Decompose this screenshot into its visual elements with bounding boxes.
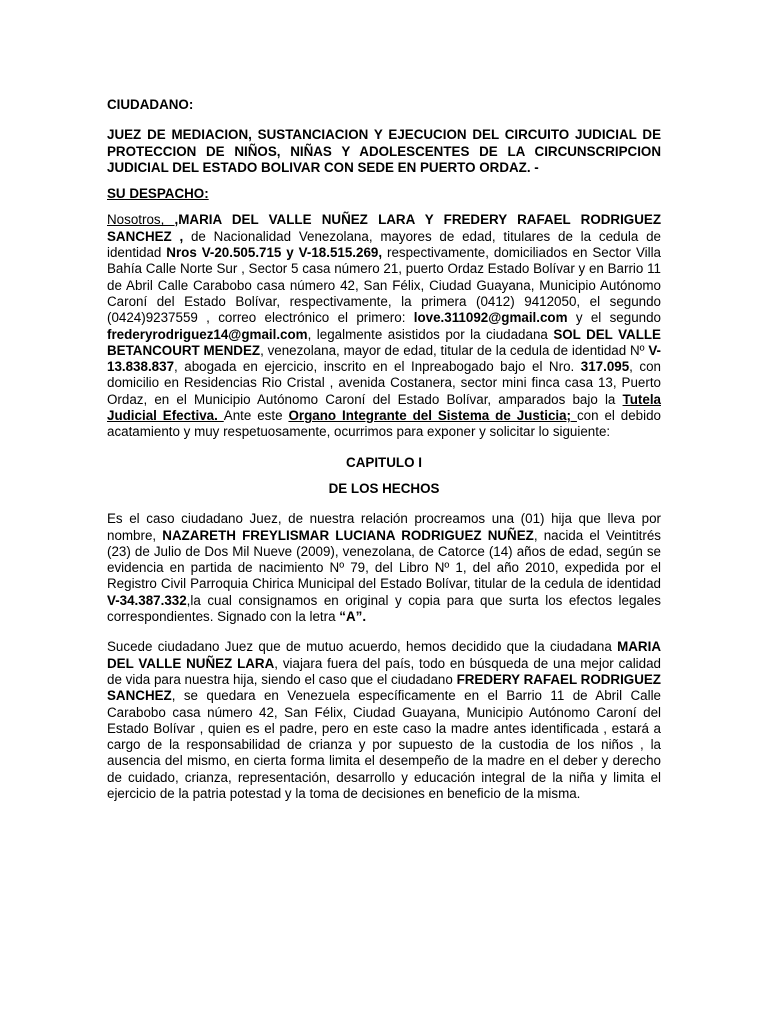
intro-text: , abogada en ejercicio, inscrito en el Inpreabogado bajo el Nro.	[174, 359, 581, 375]
intro-email-first: love.311092@gmail.com	[413, 310, 568, 326]
facts2-text: , se quedara en Venezuela específicamente en el Barrio 11 de Abril Calle Carabobo casa número 42, San Félix, Ciudad Guayana, Municipio Autónomo Caroní del Estado Bolívar , quien es el padre, pero en este caso la madre antes identificada , estará a cargo de la responsabilidad de crianza y por supuesto de la custodia de los niños , la ausencia del mismo, en cierta forma limita el desempeño de la madre en el deber y derecho de cuidado, crianza, representación, desarrollo y educación integral de la niña y limita el ejercicio de la patria potestad y la toma de decisiones en beneficio de la misma.	[107, 688, 661, 801]
facts1-child-name: NAZARETH FREYLISMAR LUCIANA RODRIGUEZ NUÑEZ	[162, 527, 534, 543]
court-heading: JUEZ DE MEDIACION, SUSTANCIACION Y EJECUCION DEL CIRCUITO JUDICIAL DE PROTECCION DE NIÑOS, NIÑAS Y ADOLESCENTES DE LA CIRCUNSCRIPCION JUDICIAL DEL ESTADO BOLIVAR CON SEDE EN PUERTO ORDAZ. -	[107, 127, 661, 175]
intro-text: de Nacionalidad Venezolana, mayores de edad, titulares de la cedula de identidad	[107, 228, 661, 261]
facts2-mother-name: MARIA DEL VALLE NUÑEZ LARA	[107, 639, 661, 671]
facts1-text: , nacida el Veintitrés (23) de Julio de Dos Mil Nueve (2009), venezolana, de Catorce (14) años de edad, según se evidencia en partida de nacimiento Nº 79, del Libro Nº 1, del año 2010, expedida por el Registro Civil Parroquia Chirica Municipal del Estado Bolívar, titular de la cedula de identidad	[107, 527, 662, 592]
intro-inpreabogado-number: 317.095	[580, 359, 630, 375]
intro-id-numbers: Nros V-20.505.715 y V-18.515.269,	[166, 245, 383, 261]
intro-petitioners-names: ,MARIA DEL VALLE NUÑEZ LARA Y FREDERY RAFAEL RODRIGUEZ SANCHEZ ,	[107, 212, 661, 244]
intro-paragraph	[107, 212, 661, 440]
facts-paragraph-2	[107, 639, 661, 802]
intro-text: , legalmente asistidos por la ciudadana	[307, 326, 554, 342]
intro-text: , con domicilio en Residencias Rio Cristal , avenida Costanera, sector mini finca casa 13, Puerto Ordaz, en el Municipio Autónomo Caroní del Estado Bolívar, amparados bajo la	[107, 359, 662, 407]
facts1-text: Es el caso ciudadano Juez, de nuestra relación procreamos una (01) hija que lleva por nombre,	[107, 511, 661, 543]
facts2-father-name: FREDERY RAFAEL RODRIGUEZ SANCHEZ	[107, 671, 661, 704]
intro-text: con el debido acatamiento y muy respetuosamente, ocurrimos para exponer y solicitar lo siguiente:	[107, 408, 661, 440]
facts-paragraph-1	[107, 511, 661, 625]
intro-nosotros: Nosotros,	[107, 212, 175, 228]
intro-text: respectivamente, domiciliados en Sector Villa Bahía Calle Norte Sur , Sector 5 casa número 21, puerto Ordaz Estado Bolívar y en Barrio 11 de Abril Calle Carabobo casa número 42, San Félix, Ciudad Guayana, Municipio Autónomo Caroní del Estado Bolívar, respectivamente, la primera (0412) 9412050, el segundo (0424)9237559 , correo electrónico el primero:	[107, 245, 661, 326]
facts1-text: ,la cual consignamos en original y copia para que surta los efectos legales correspondientes. Signado con la letra	[107, 592, 661, 625]
intro-text: , venezolana, mayor de edad, titular de la cedula de identidad Nº	[260, 342, 649, 358]
facts1-child-id: V-34.387.332	[107, 592, 187, 608]
despacho-heading: SU DESPACHO:	[107, 186, 209, 202]
intro-tutela-judicial: Tutela Judicial Efectiva.	[107, 391, 661, 424]
document-page	[107, 97, 661, 802]
intro-lawyer-id: V-13.838.837	[107, 342, 661, 375]
intro-lawyer-name: SOL DEL VALLE BETANCOURT MENDEZ	[107, 326, 661, 358]
facts2-text: , viajara fuera del país, todo en búsqueda de una mejor calidad de vida para nuestra hija, siendo el caso que el ciudadano	[107, 655, 661, 687]
facts1-annex-letter: “A”.	[339, 609, 367, 625]
intro-email-second: frederyrodriguez14@gmail.com	[107, 326, 308, 342]
chapter-title: CAPITULO I	[346, 454, 422, 470]
intro-text: y el segundo	[567, 310, 661, 326]
chapter-subtitle: DE LOS HECHOS	[328, 480, 440, 496]
facts2-text: Sucede ciudadano Juez que de mutuo acuerdo, hemos decidido que la ciudadana	[107, 639, 618, 655]
addressee-line: CIUDADANO:	[107, 97, 194, 112]
intro-organo-integrante: Organo Integrante del Sistema de Justicia;	[288, 408, 577, 424]
intro-text: Ante este	[223, 408, 289, 424]
